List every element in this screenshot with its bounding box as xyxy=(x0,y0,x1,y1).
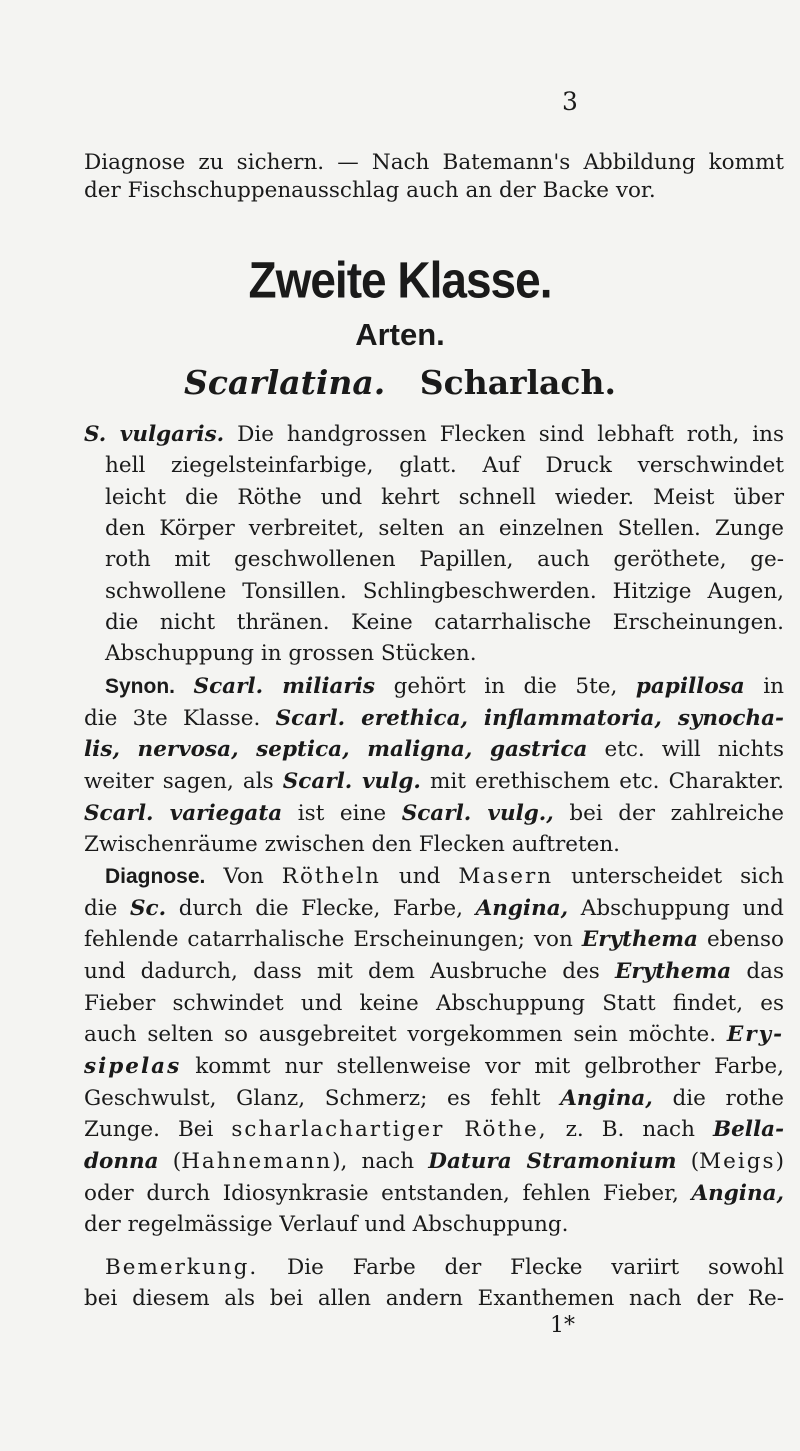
latin-term: Erythema xyxy=(581,927,698,952)
para3-line-8 xyxy=(84,1085,784,1113)
text-run: auch selten so ausgebreitet vorgekommen sein möchte. xyxy=(84,1022,717,1047)
text-run: und xyxy=(398,864,441,889)
spaced-term: Hahnemann xyxy=(181,1149,333,1174)
text-run: die nicht thränen. Keine catarrhalische Erscheinungen. xyxy=(105,610,784,635)
para1-line-6 xyxy=(105,578,784,606)
text-run: ( xyxy=(172,1149,182,1174)
spaced-term: Bemerkung. xyxy=(105,1255,259,1280)
text-run xyxy=(691,1149,784,1174)
text-run: z. B. nach xyxy=(565,1117,695,1142)
signature-mark: 1* xyxy=(550,1313,575,1338)
para2-line-2 xyxy=(84,705,784,733)
text-run: durch die Flecke, Farbe, xyxy=(178,896,463,921)
latin-term: Angina, xyxy=(560,1086,653,1111)
page-number: 3 xyxy=(562,87,578,116)
text-run: bei der zahlreiche xyxy=(569,801,784,826)
section-label-synonyms: Synon. xyxy=(105,675,176,698)
text-run: in xyxy=(763,674,784,699)
text-run: hell ziegelsteinfarbige, glatt. Auf Druck verschwindet xyxy=(105,453,784,478)
para1-line-1 xyxy=(84,421,784,449)
latin-term: Scarl. variegata xyxy=(84,801,283,826)
latin-term: Scarl. vulg., xyxy=(401,801,554,826)
para3-line-5 xyxy=(84,990,784,1018)
text-run: den Körper verbreitet, selten an einzelnen Stellen. Zunge xyxy=(105,516,784,541)
text-run: Von xyxy=(223,864,264,889)
text-run: Abschuppung in grossen Stücken. xyxy=(105,641,477,666)
latin-term: Scarl. erethica, inflammatoria, synocha- xyxy=(275,706,784,731)
text-run: fehlende catarrhalische Erscheinungen; von xyxy=(84,927,573,952)
text-run: roth mit geschwollenen Papillen, auch geröthete, ge- xyxy=(105,547,784,572)
para3-line-11 xyxy=(84,1180,784,1208)
latin-term: Datura Stramonium xyxy=(428,1149,677,1174)
heading-disease xyxy=(0,362,800,404)
text-run: ), nach xyxy=(332,1149,415,1174)
latin-term: papillosa xyxy=(635,674,745,699)
latin-term: Angina, xyxy=(475,896,569,921)
text-run: Abschuppung und xyxy=(580,896,784,921)
text-run: etc. will nichts xyxy=(604,737,784,762)
para1-line-5 xyxy=(105,546,784,574)
text-run: Fieber schwindet und keine Abschuppung Statt findet, es xyxy=(84,991,784,1016)
spaced-term: scharlachartiger Röthe, xyxy=(231,1117,548,1142)
latin-term: Scarl. vulg. xyxy=(282,769,421,794)
spaced-term: Meigs xyxy=(699,1149,776,1174)
text-run: ist eine xyxy=(297,801,387,826)
para3-line-10 xyxy=(84,1148,784,1176)
para1-line-3 xyxy=(105,484,784,512)
para3-line-3 xyxy=(84,926,784,954)
spaced-term: Rötheln xyxy=(281,864,381,889)
heading-species-group: Arten. xyxy=(355,317,445,352)
text-run: ebenso xyxy=(706,927,784,952)
para2-line-6 xyxy=(84,831,620,859)
text-run: der regelmässige Verlauf und Abschuppung. xyxy=(84,1212,569,1237)
latin-term: donna xyxy=(84,1149,159,1174)
text-run: das xyxy=(746,959,784,984)
para3-line-6 xyxy=(84,1021,784,1049)
latin-term: Angina, xyxy=(691,1181,784,1206)
text-run: Die Farbe der Flecke variirt sowohl xyxy=(287,1255,784,1280)
text-run: leicht die Röthe und kehrt schnell wieder. Meist über xyxy=(105,485,784,510)
para2-line-5 xyxy=(84,800,784,828)
latin-term: lis, nervosa, septica, maligna, gastrica xyxy=(84,737,588,762)
para4-line-2 xyxy=(84,1285,784,1313)
text-run: gehört in die 5te, xyxy=(393,674,618,699)
text-run: weiter sagen, als xyxy=(84,769,274,794)
para1-line-7 xyxy=(105,609,784,637)
text-line-2 xyxy=(84,177,656,205)
text-run: unterscheidet sich xyxy=(571,864,784,889)
para3-line-1 xyxy=(105,863,784,891)
text-run: und dadurch, dass mit dem Ausbruche des xyxy=(84,959,600,984)
text-run: Diagnose zu sichern. — Nach Batemann's Abbildung kommt xyxy=(84,150,784,175)
heading-class: Zweite Klasse. xyxy=(248,251,552,309)
para3-line-2 xyxy=(84,895,784,923)
text-run: mit erethischem etc. Charakter. xyxy=(430,769,784,794)
latin-term: Scarl. miliaris xyxy=(193,674,376,699)
text-run: Geschwulst, Glanz, Schmerz; es fehlt xyxy=(84,1086,541,1111)
text-run: die 3te Klasse. xyxy=(84,706,261,731)
species-lead: S. vulgaris. xyxy=(84,422,225,447)
spaced-term: Masern xyxy=(458,864,554,889)
section-label-diagnosis: Diagnose. xyxy=(105,865,206,888)
para3-line-7 xyxy=(84,1053,784,1081)
text-run: schwollene Tonsillen. Schlingbeschwerden. Hitzige Augen, xyxy=(105,579,784,604)
para1-line-2 xyxy=(105,452,784,480)
heading-german-name: Scharlach. xyxy=(419,363,616,402)
text-run: bei diesem als bei allen andern Exanthemen nach der Re- xyxy=(84,1286,784,1311)
latin-term: Erythema xyxy=(615,959,732,984)
para2-line-3 xyxy=(84,736,784,764)
text-run: Zunge. Bei xyxy=(84,1117,214,1142)
para3-line-4 xyxy=(84,958,784,986)
text-run: ( xyxy=(690,1149,700,1174)
latin-term: Sc. xyxy=(130,896,167,921)
latin-term: Ery- xyxy=(726,1022,784,1047)
text-line-1 xyxy=(84,149,784,177)
text-run: ) xyxy=(775,1149,784,1174)
text-run: Zwischenräume zwischen den Flecken auftreten. xyxy=(84,832,620,857)
text-run: Die handgrossen Flecken sind lebhaft roth, ins xyxy=(237,422,785,447)
para4-line-1 xyxy=(105,1254,784,1282)
latin-term: sipelas xyxy=(84,1054,182,1079)
para2-line-4 xyxy=(84,768,784,796)
text-run: die rothe xyxy=(672,1086,784,1111)
text-run xyxy=(173,1149,414,1174)
text-run: der Fischschuppenausschlag auch an der Backe vor. xyxy=(84,178,656,203)
para1-line-4 xyxy=(105,515,784,543)
para3-line-9 xyxy=(84,1116,784,1144)
text-run: kommt nur stellenweise vor mit gelbrother Farbe, xyxy=(195,1054,784,1079)
para1-line-8 xyxy=(105,640,784,668)
para2-line-1 xyxy=(105,673,784,701)
text-run: oder durch Idiosynkrasie entstanden, fehlen Fieber, xyxy=(84,1181,679,1206)
text-run: die xyxy=(84,896,118,921)
para3-line-12 xyxy=(84,1211,569,1239)
latin-term: Bella- xyxy=(712,1117,784,1142)
heading-latin-name: Scarlatina. xyxy=(184,363,386,402)
